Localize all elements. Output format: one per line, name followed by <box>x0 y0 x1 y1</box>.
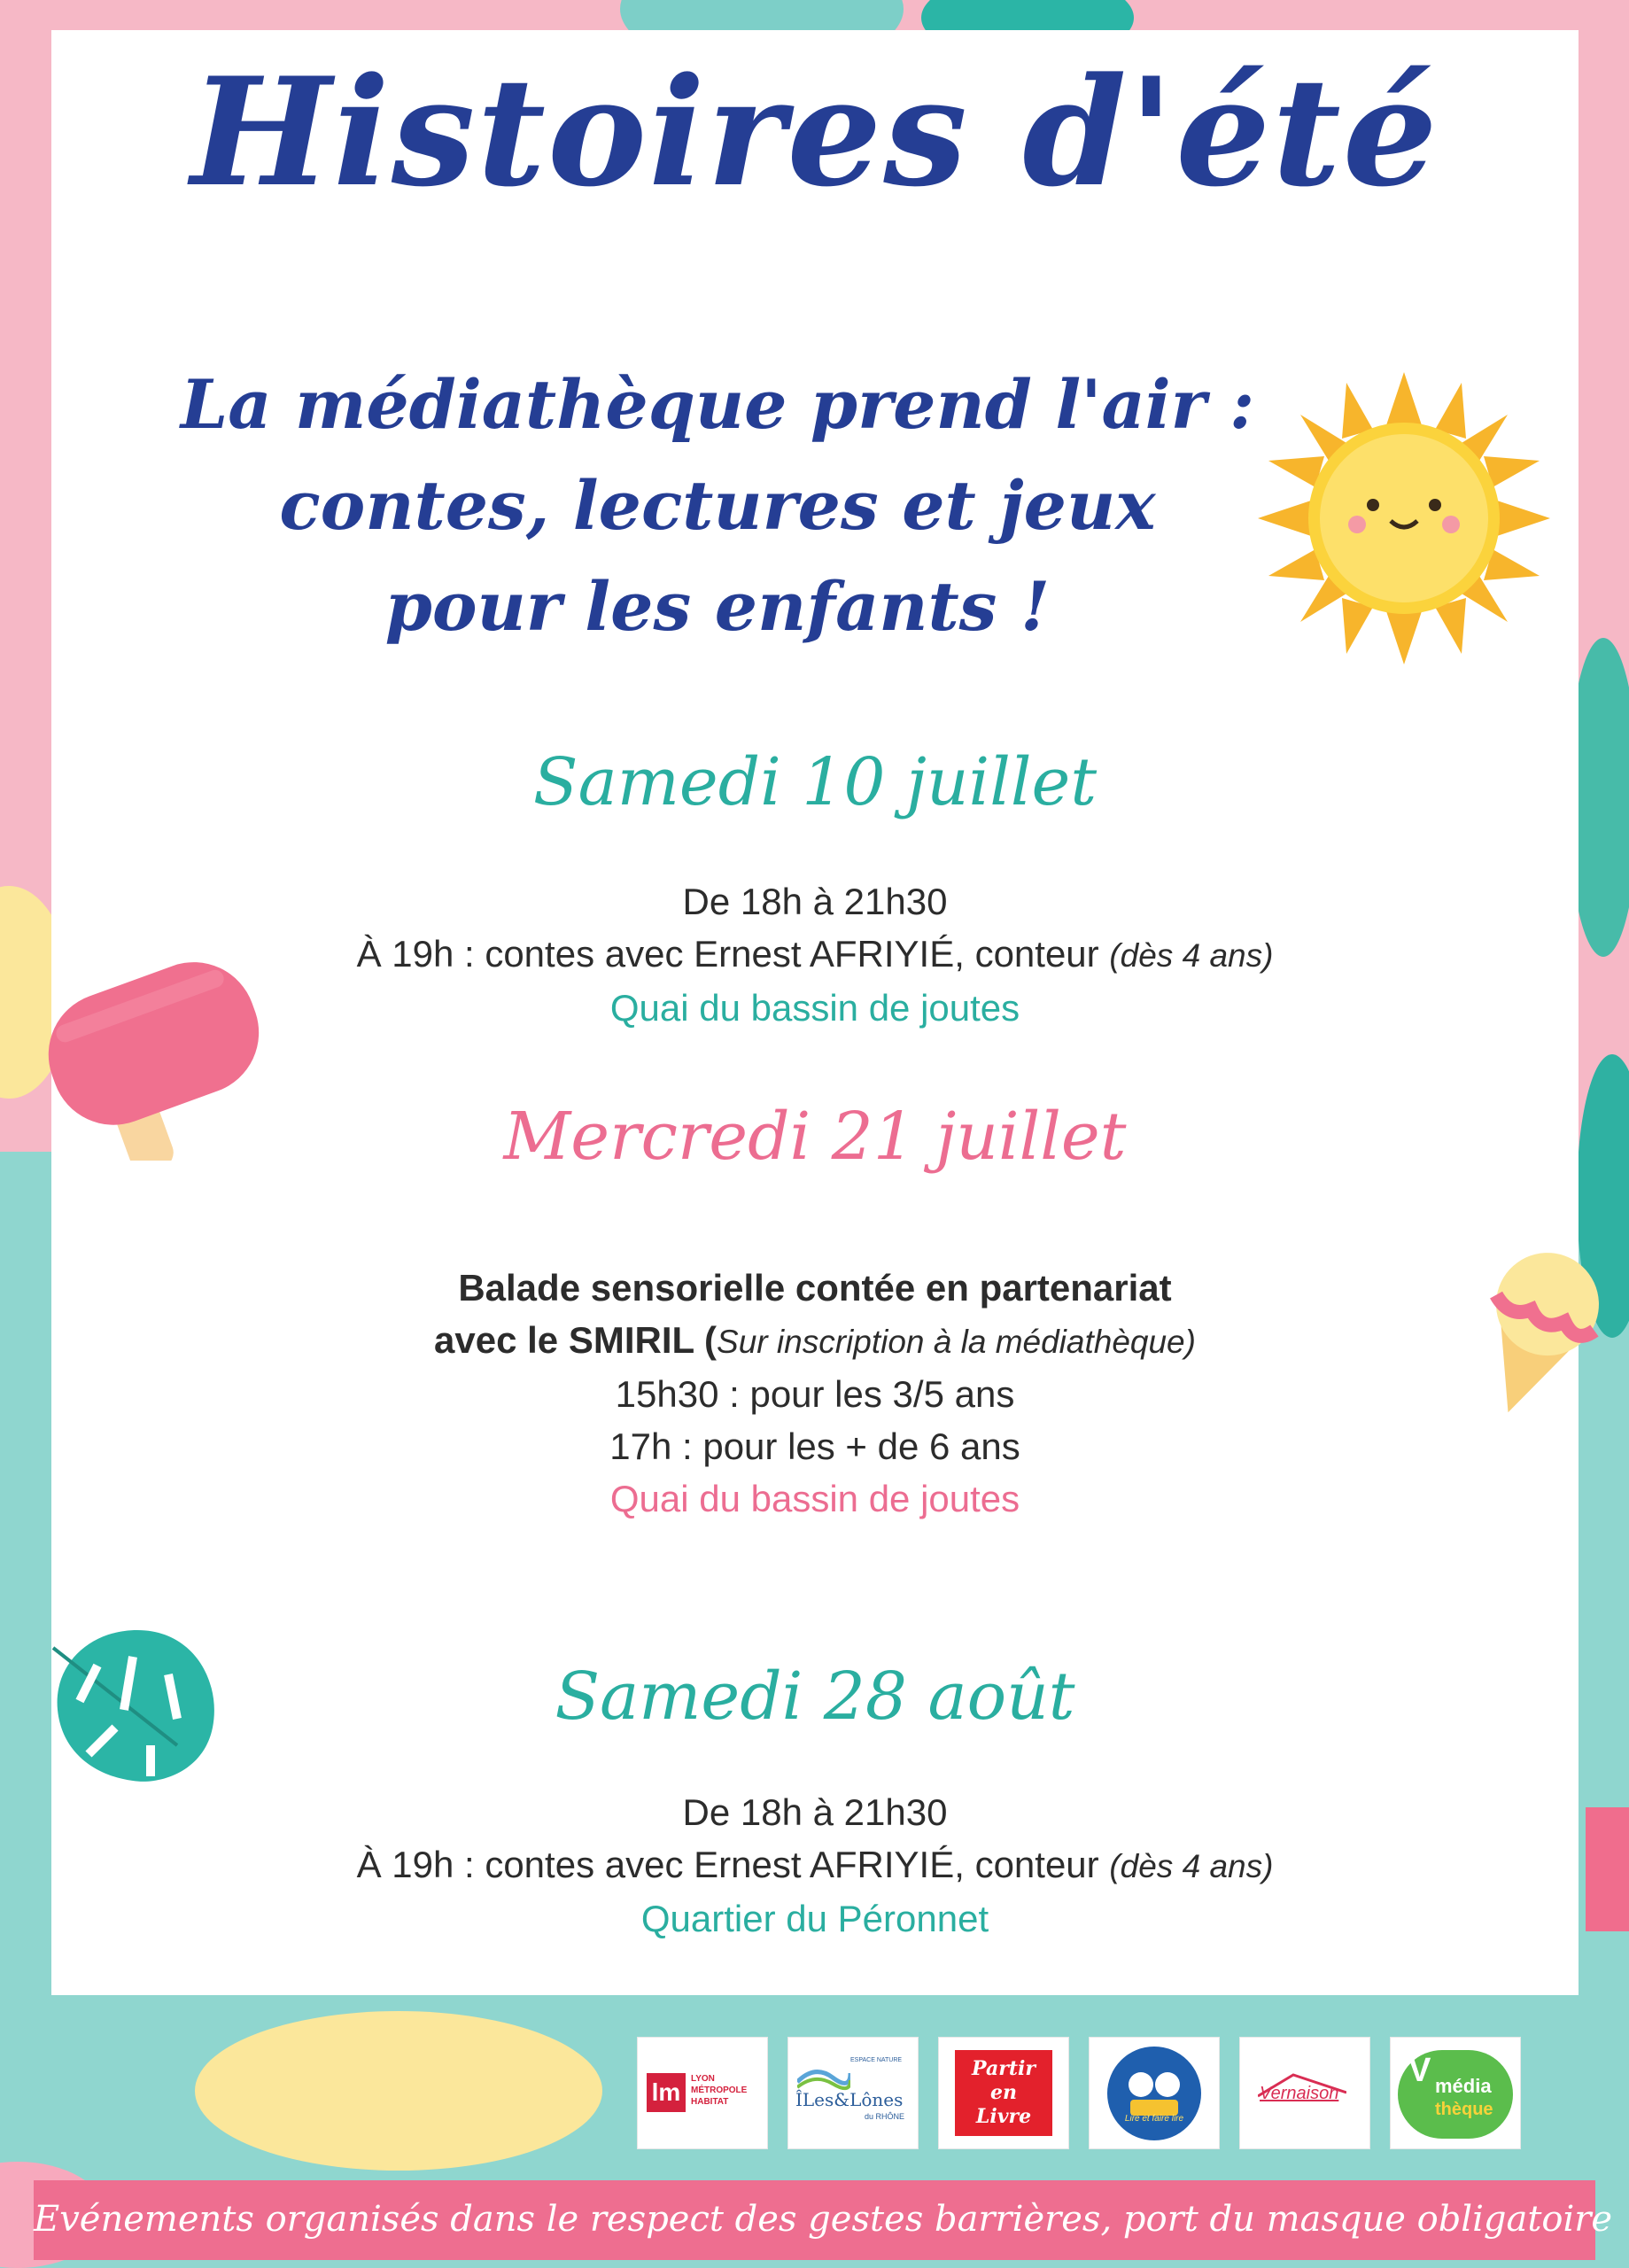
mediatheque-logo <box>1391 2038 1520 2148</box>
event-2-session-2: 17h : pour les + de 6 ans <box>609 1425 1020 1467</box>
event-3-activity: À 19h : contes avec Ernest AFRIYIÉ, conteur <box>356 1844 1099 1885</box>
event-2-partner: avec le SMIRIL ( <box>434 1319 718 1361</box>
subtitle-line-3: pour les enfants ! <box>384 567 1051 646</box>
event-1-activity-line <box>51 928 1579 982</box>
footer-notice: Evénements organisés dans le respect des gestes barrières, port du masque obligatoire <box>34 2199 1613 2240</box>
event-1-place: Quai du bassin de joutes <box>609 987 1020 1029</box>
event-2-details <box>51 1262 1579 1525</box>
partir-line-1: Partir <box>972 2057 1036 2080</box>
page-title: Histoires d'été <box>190 44 1439 220</box>
vernaison-text: Vernaison <box>1260 2084 1339 2103</box>
media-v: V <box>1408 2052 1431 2089</box>
subtitle-line-1: La médiathèque prend l'air : <box>180 365 1255 444</box>
media-line-2: thèque <box>1435 2100 1493 2119</box>
popsicle-right-decoration <box>1586 1807 1629 1931</box>
media-line-1: média <box>1435 2075 1492 2097</box>
lmh-mark: lm <box>647 2073 686 2112</box>
event-1-hours: De 18h à 21h30 <box>682 881 948 922</box>
event-3-date: Samedi 28 août <box>555 1658 1075 1735</box>
lmh-line-2: MÉTROPOLE <box>691 2085 748 2095</box>
subtitle <box>151 354 1284 657</box>
event-3-activity-line <box>51 1838 1579 1892</box>
lmh-line-1: LYON <box>691 2074 715 2084</box>
partir-line-3: Livre <box>975 2105 1032 2128</box>
partir-line-2: en <box>990 2081 1017 2104</box>
cone-bottom-decoration <box>195 2011 602 2171</box>
lire-text: Lire et faire lire <box>1124 2114 1184 2124</box>
partner-logos <box>638 2038 1524 2148</box>
subtitle-line-2: contes, lectures et jeux <box>279 466 1156 545</box>
event-1-details <box>51 875 1579 1034</box>
lmh-line-3: HABITAT <box>691 2097 729 2107</box>
lyon-metropole-habitat-logo <box>638 2038 767 2148</box>
partir-en-livre-logo <box>939 2038 1068 2148</box>
vernaison-logo <box>1240 2038 1369 2148</box>
event-3-age-note: (dès 4 ans) <box>1109 1848 1274 1884</box>
event-2-session-1: 15h30 : pour les 3/5 ans <box>615 1373 1015 1415</box>
event-3-hours: De 18h à 21h30 <box>682 1791 948 1833</box>
iles-et-lones-logo <box>788 2038 918 2148</box>
event-1-date: Samedi 10 juillet <box>532 744 1098 820</box>
event-1-activity: À 19h : contes avec Ernest AFRIYIÉ, conteur <box>356 933 1099 975</box>
iles-name: ÎLes&Lônes <box>795 2089 904 2110</box>
event-2-place: Quai du bassin de joutes <box>609 1478 1020 1519</box>
event-3-place: Quartier du Péronnet <box>640 1898 989 1939</box>
iles-sub: du RHÔNE <box>865 2112 905 2121</box>
event-3-details <box>51 1786 1579 1945</box>
event-2-line-1: Balade sensorielle contée en partenariat <box>458 1267 1172 1309</box>
lire-et-faire-lire-logo <box>1090 2038 1219 2148</box>
event-2-date: Mercredi 21 juillet <box>503 1099 1127 1175</box>
event-1-age-note: (dès 4 ans) <box>1109 937 1274 974</box>
sun-icon <box>1258 372 1550 664</box>
event-2-line-2 <box>51 1314 1579 1368</box>
iles-top: ESPACE NATURE <box>850 2057 903 2063</box>
event-2-registration-note: Sur inscription à la médiathèque) <box>717 1324 1196 1360</box>
